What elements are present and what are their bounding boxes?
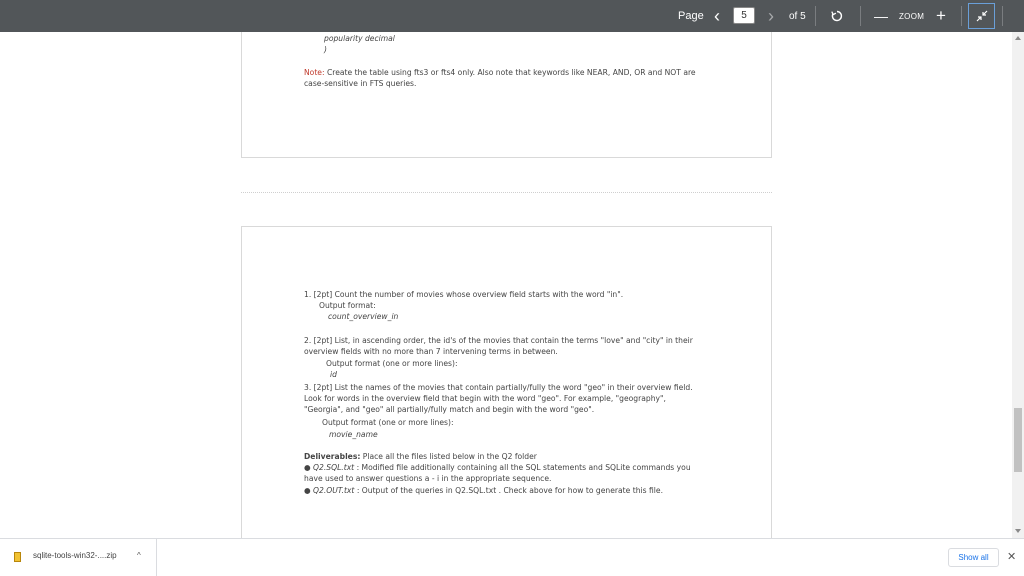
fit-to-page-button[interactable] — [968, 3, 995, 29]
page-label: Page — [678, 10, 704, 22]
download-bar — [0, 538, 1024, 576]
bullet-item — [304, 485, 663, 497]
zoom-label: ZOOM — [899, 11, 925, 21]
chevron-left-icon: ‹ — [714, 5, 720, 26]
plus-icon: + — [936, 6, 946, 25]
output-format-label: Output format (one or more lines): — [326, 359, 458, 368]
document-viewport[interactable] — [0, 32, 1012, 538]
scrollbar-thumb[interactable] — [1014, 408, 1022, 472]
zip-file-icon — [14, 552, 21, 562]
vertical-scrollbar[interactable] — [1012, 32, 1024, 538]
next-page-button[interactable] — [764, 0, 778, 32]
rotate-icon — [831, 10, 843, 22]
bullet-text: : Modified file additionally containing all the SQL statements and SQLite commands you — [354, 463, 691, 472]
page-number-input[interactable] — [733, 7, 755, 24]
toolbar-divider — [1002, 6, 1003, 26]
download-item[interactable] — [0, 539, 157, 576]
note-text: Create the table using fts3 or fts4 only. Also note that keywords like NEAR, AND, OR and NOT are — [324, 68, 696, 77]
close-icon[interactable]: ✕ — [1007, 551, 1017, 563]
question-3-line-3: "Georgia", and "geo" all partially/fully match and begin with the word "geo". — [304, 405, 595, 414]
bullet-dot: ● — [304, 486, 314, 495]
output-format-label: Output format (one or more lines): — [322, 418, 454, 427]
output-format-value: id — [330, 370, 337, 379]
toolbar-divider — [815, 6, 816, 26]
pdf-page — [241, 32, 772, 158]
schema-close: ) — [324, 45, 327, 54]
file-name: Q2.OUT.txt — [313, 486, 355, 495]
zoom-in-button[interactable] — [934, 0, 948, 32]
question-1: 1. [2pt] Count the number of movies whose overview field starts with the word "in". — [304, 290, 624, 299]
bullet-dot: ● — [304, 463, 314, 472]
bullet-item — [304, 462, 691, 474]
toolbar-divider — [961, 6, 962, 26]
pdf-page — [241, 226, 772, 538]
chevron-right-icon: › — [768, 5, 774, 26]
bullet-text: : Output of the queries in Q2.SQL.txt . Check above for how to generate this file. — [354, 486, 663, 495]
scroll-down-arrow-icon[interactable] — [1015, 529, 1021, 533]
chevron-up-icon[interactable]: ^ — [137, 551, 141, 560]
collapse-arrows-icon — [976, 10, 988, 22]
question-3-line-1: 3. [2pt] List the names of the movies that contain partially/fully the word "geo" in their overview field. — [304, 383, 693, 392]
show-all-button[interactable]: Show all — [948, 548, 999, 567]
note-line-1 — [304, 67, 696, 79]
deliverables-line — [304, 451, 537, 463]
note-line-2: case-sensitive in FTS queries. — [304, 79, 417, 88]
note-label: Note: — [304, 68, 325, 77]
zoom-out-button[interactable] — [874, 0, 888, 32]
file-name: Q2.SQL.txt — [313, 463, 355, 472]
scroll-up-arrow-icon[interactable] — [1015, 36, 1021, 40]
output-format-value: count_overview_in — [328, 312, 399, 321]
toolbar-divider — [860, 6, 861, 26]
download-file-name[interactable]: sqlite-tools-win32-....zip — [33, 551, 117, 560]
previous-page-button[interactable] — [710, 0, 724, 32]
rotate-button[interactable] — [828, 0, 846, 32]
output-format-value: movie_name — [329, 430, 378, 439]
deliverables-label: Deliverables: — [304, 452, 361, 461]
page-count-label: of 5 — [789, 10, 806, 22]
schema-line: popularity decimal — [324, 34, 395, 43]
bullet-item-continued: have used to answer questions a - i in the appropriate sequence. — [304, 474, 552, 483]
minus-icon: — — [874, 8, 888, 24]
question-3-line-2: Look for words in the overview field that begin with the word "geo". For example, "geography", — [304, 394, 666, 403]
deliverables-text: Place all the files listed below in the Q2 folder — [360, 452, 537, 461]
pdf-toolbar — [0, 0, 1024, 32]
output-format-label: Output format: — [319, 301, 376, 310]
question-2-line-1: 2. [2pt] List, in ascending order, the id's of the movies that contain the terms "love" and "city" in their — [304, 336, 693, 345]
page-separator — [241, 192, 772, 193]
question-2-line-2: overview fields with no more than 7 intervening terms in between. — [304, 347, 558, 356]
